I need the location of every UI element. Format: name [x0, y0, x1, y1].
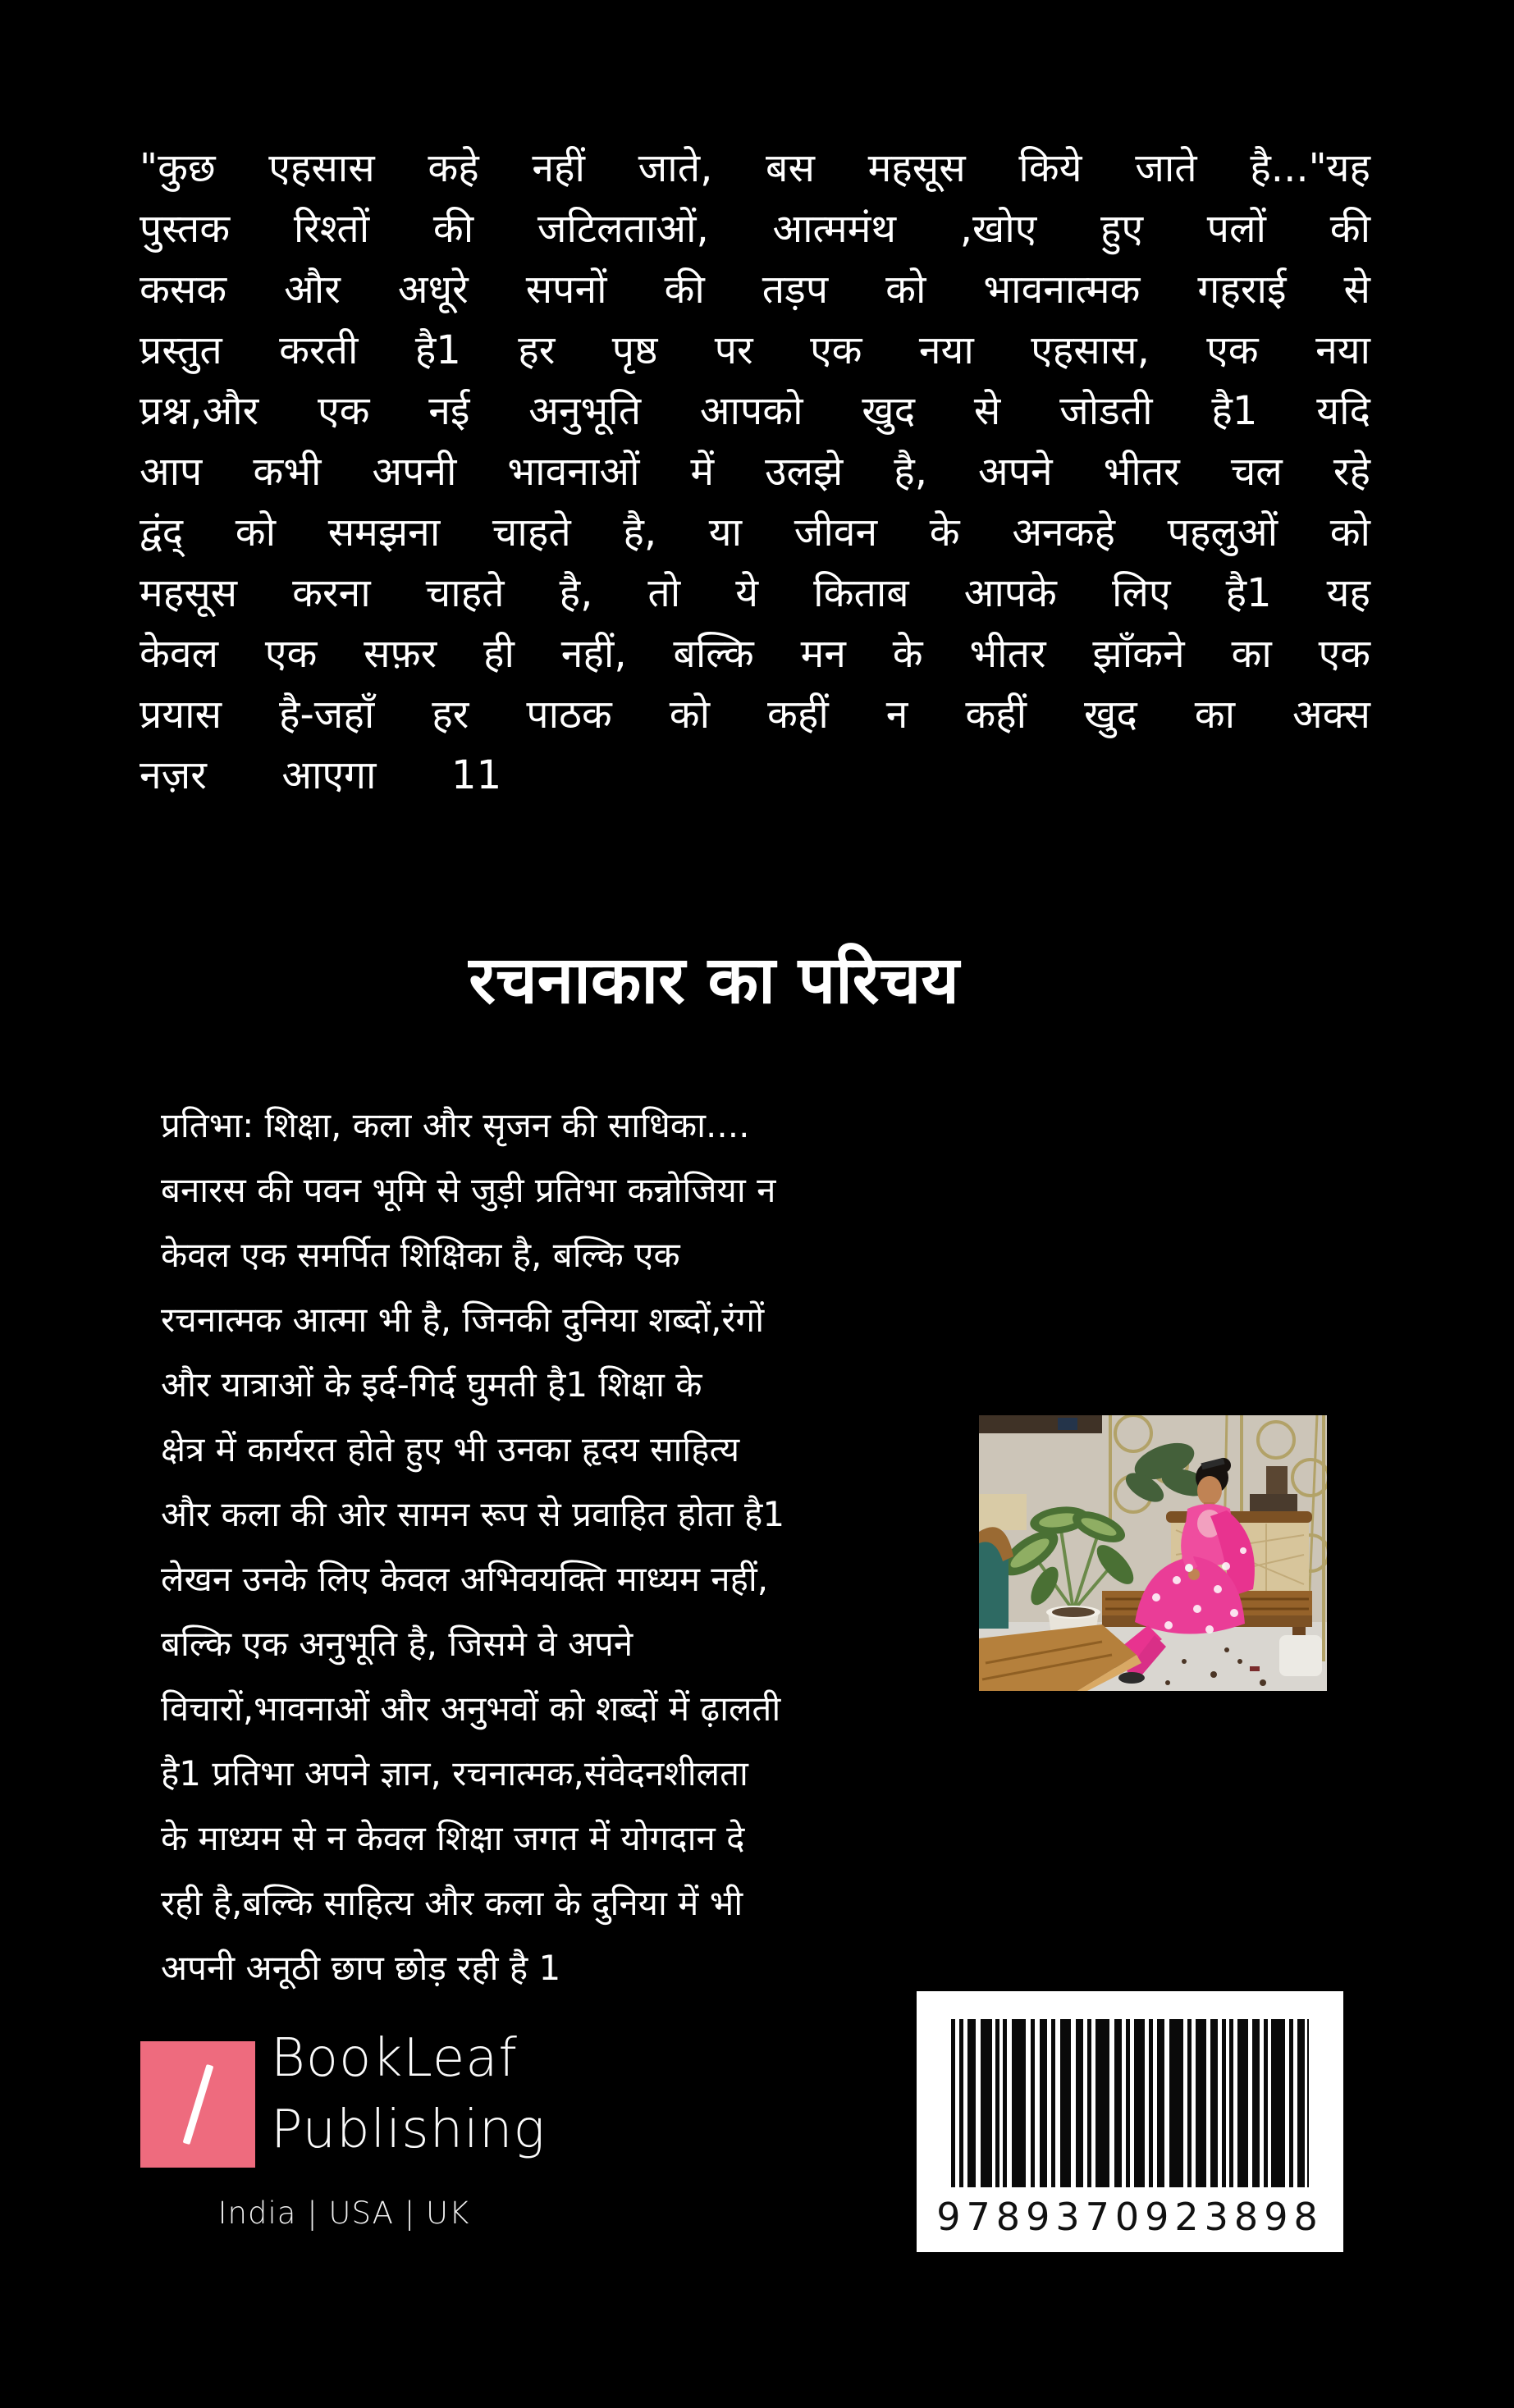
bio-line: बल्कि एक अनुभूति है, जिसमे वे अपने: [161, 1624, 634, 1664]
bio-line: और यात्राओं के इर्द-गिर्द घुमती है1 शिक्षा के: [161, 1364, 702, 1405]
bio-line: क्षेत्र में कार्यरत होते हुए भी उनका हृदय साहित्य: [161, 1429, 740, 1469]
bio-line: के माध्यम से न केवल शिक्षा जगत में योगदान दे: [161, 1818, 745, 1858]
bio-line: और कला की ओर सामन रूप से प्रवाहित होता है1: [161, 1494, 785, 1534]
blurb-line: प्रस्तुत करती है1 हर पृष्ठ पर एक नया एहसास, एक नया: [140, 327, 1370, 373]
publisher-name-line1: BookLeaf: [271, 2028, 518, 2089]
blurb-line: प्रश्न,और एक नई अनुभूति आपको खुद से जोडती है1 यदि: [140, 388, 1370, 434]
bio-line: लेखन उनके लिए केवल अभिवयक्ति माध्यम नहीं,: [161, 1559, 769, 1599]
publisher-name-line2: Publishing: [271, 2100, 546, 2160]
bio-line: अपनी अनूठी छाप छोड़ रही है 1: [161, 1948, 561, 1988]
bio-line: है1 प्रतिभा अपने ज्ञान, रचनात्मक,संवेदनशीलता: [161, 1753, 748, 1793]
blurb-line: पुस्तक रिश्तों की जटिलताओं, आत्ममंथ ,खोए हुए पलों की: [140, 206, 1370, 252]
book-blurb: [140, 138, 1370, 806]
author-bio: [161, 1093, 981, 2000]
bio-line: प्रतिभा: शिक्षा, कला और सृजन की साधिका....: [161, 1105, 750, 1145]
blurb-line: "कुछ एहसास कहे नहीं जाते, बस महसूस किये जाते है..."यह: [140, 145, 1370, 191]
bookleaf-logo: [140, 2041, 255, 2168]
blurb-line: प्रयास है-जहाँ हर पाठक को कहीं न कहीं खुद का अक्स: [140, 692, 1370, 738]
bio-line: रही है,बल्कि साहित्य और कला के दुनिया में भी: [161, 1883, 743, 1923]
author-photo: [979, 1415, 1327, 1691]
blurb-line: द्वंद् को समझना चाहते है, या जीवन के अनकहे पहलुओं को: [140, 509, 1370, 555]
bio-line: केवल एक समर्पित शिक्षिका है, बल्कि एक: [161, 1235, 680, 1275]
isbn-number: 9789370923898: [936, 2195, 1324, 2239]
blurb-line: नज़र आएगा 11: [140, 752, 502, 798]
slash-icon: [182, 2064, 213, 2145]
barcode-bars: [951, 2019, 1309, 2187]
blurb-line: आप कभी अपनी भावनाओं में उलझे है, अपने भीतर चल रहे: [140, 449, 1370, 495]
author-photo-illustration: [979, 1415, 1327, 1691]
bio-line: विचारों,भावनाओं और अनुभवों को शब्दों में ढ़ालती: [161, 1688, 781, 1729]
publisher-regions: India | USA | UK: [217, 2196, 470, 2231]
blurb-line: केवल एक सफ़र ही नहीं, बल्कि मन के भीतर झाँकने का एक: [140, 631, 1370, 677]
author-intro-heading: रचनाकार का परिचय: [469, 942, 959, 1018]
publisher-name: [271, 2023, 546, 2166]
isbn-barcode: [917, 1991, 1343, 2252]
blurb-line: कसक और अधूरे सपनों की तड़प को भावनात्मक गहराई से: [140, 267, 1370, 313]
bio-line: रचनात्मक आत्मा भी है, जिनकी दुनिया शब्दों,रंगों: [161, 1300, 765, 1340]
bio-line: बनारस की पवन भूमि से जुड़ी प्रतिभा कन्नोजिया न: [161, 1170, 776, 1210]
blurb-line: महसूस करना चाहते है, तो ये किताब आपके लिए है1 यह: [140, 570, 1370, 616]
